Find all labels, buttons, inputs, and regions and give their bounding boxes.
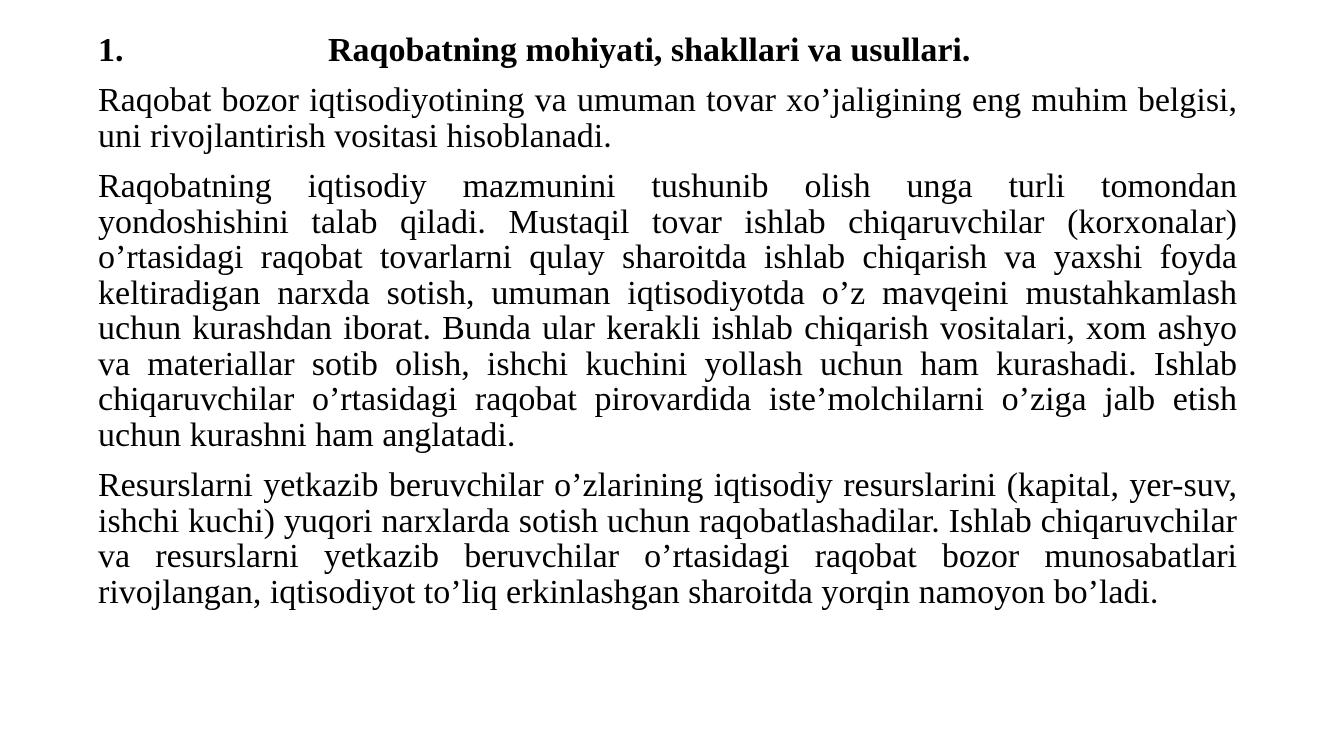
paragraph-2: Raqobatning iqtisodiy mazmunini tushunib olish unga turli tomondan yondoshishini talab qiladi. Mustaqil tovar ishlab chiqaruvchilar (korxonalar) o’rtasidagi raqobat tovarlarni qulay sharoitda ishlab chiqarish va yaxshi foyda keltiradigan narxda sotish, umuman iqtisodiyotda o’z mavqeini mustahkamlash uchun kurashdan iborat. Bunda ular kerakli ishlab chiqarish vositalari, xom ashyo va materiallar sotib olish, ishchi kuchini yollash uchun ham kurashadi. Ishlab chiqaruvchilar o’rtasidagi raqobat pirovardida iste’molchilarni o’ziga jalb etish uchun kurashni ham anglatadi. [98,168,1237,454]
paragraph-1: Raqobat bozor iqtisodiyotining va umuman tovar xo’jaligining eng muhim belgisi, uni rivojlantirish vositasi hisoblanadi. [98,82,1237,155]
section-heading [98,30,1237,72]
paragraph-3: Resurslarni yetkazib beruvchilar o’zlarining iqtisodiy resurslarini (kapital, yer-suv, ishchi kuchi) yuqori narxlarda sotish uchun raqobatlashadilar. Ishlab chiqaruvchilar va resurslarni yetkazib beruvchilar o’rtasidagi raqobat bozor munosabatlari rivojlangan, iqtisodiyot to’liq erkinlashgan sharoitda yorqin namoyon bo’ladi. [98,467,1237,611]
section-number: 1. [98,32,124,69]
section-title: Raqobatning mohiyati, shakllari va usullari. [328,32,971,69]
